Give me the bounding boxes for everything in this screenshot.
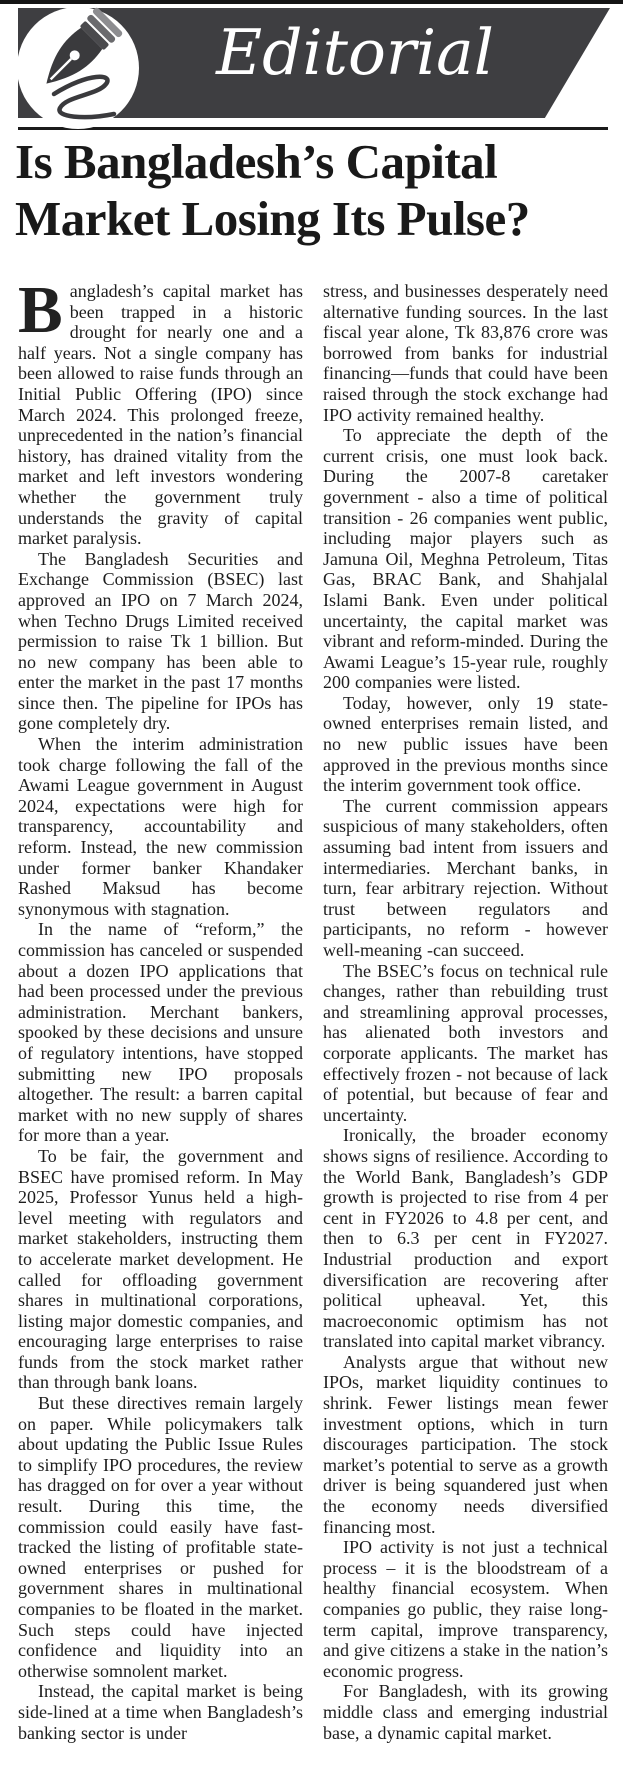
drop-cap: B — [18, 273, 63, 347]
article-body — [18, 273, 608, 1743]
paragraph: In the name of “reform,” the commission has canceled or suspended about a dozen IPO applications that had been processed under the previous administration. Merchant bankers, spooked by these decisions and unsure of regulatory intentions, have stopped submitting new IPO proposals altogether. The result: a barren capital market with no new supply of shares for more than a year. — [18, 919, 303, 1146]
paragraph: The current commission appears suspicious of many stakeholders, often assuming bad intent from issuers and intermediaries. Merchant banks, in turn, fear arbitrary rejection. Without trust between regulators and participants, no reform - however well-meaning -can succeed. — [323, 795, 608, 960]
paragraph: Bangladesh’s capital market has been trapped in a historic drought for nearly one and a half years. Not a single company has been allowed to raise funds through an Initial Public Offering (IPO) since March 2024. This prolonged freeze, unprecedented in the nation’s financial history, has drained vitality from the market and left investors wondering whether the government truly understands the gravity of capital market paralysis. — [18, 273, 303, 549]
paragraph: But these directives remain largely on paper. While policymakers talk about updating the Public Issue Rules to simplify IPO procedures, the review has dragged on for over a year without result. During this time, the commission could easily have fast-tracked the listing of profitable state-owned enterprises or pushed for government shares in multinational companies to be floated in the market. Such steps could have injected confidence and liquidity into an otherwise somnolent market. — [18, 1393, 303, 1681]
paragraph: IPO activity is not just a technical process – it is the bloodstream of a healthy financial ecosystem. When companies go public, they raise long-term capital, improve transparency, and give citizens a stake in the nation’s economic progress. — [323, 1537, 608, 1681]
paragraph: Instead, the capital market is being side-lined at a time when Bangladesh’s banking sector is under — [18, 1681, 303, 1743]
fountain-pen-icon — [14, 4, 148, 148]
paragraph: To be fair, the government and BSEC have promised reform. In May 2025, Professor Yunus held a high-level meeting with regulators and market stakeholders, instructing them to accelerate market development. He called for offloading government shares in multinational corporations, listing major domestic companies, and encouraging large enterprises to raise funds from the stock market rather than through bank loans. — [18, 1145, 303, 1393]
paragraph: For Bangladesh, with its growing middle class and emerging industrial base, a dynamic capital market. — [323, 1681, 608, 1743]
paragraph: Ironically, the broader economy shows signs of resilience. According to the World Bank, Bangladesh’s GDP growth is projected to rise from 4 per cent in FY2026 to 4.8 per cent, and then to 6.3 per cent in FY2027. Industrial production and export diversification are recovering after political upheaval. Yet, this macroeconomic optimism has not translated into capital market vibrancy. — [323, 1125, 608, 1352]
paragraph: stress, and businesses desperately need alternative funding sources. In the last fiscal year alone, Tk 83,876 crore was borrowed from banks for industrial financing—funds that could have been raised through the stock exchange had IPO activity remained healthy. — [323, 281, 608, 425]
left-column — [18, 273, 303, 1743]
paragraph: The Bangladesh Securities and Exchange Commission (BSEC) last approved an IPO on 7 March 2024, when Techno Drugs Limited received permission to raise Tk 1 billion. But no new company has been able to enter the market in the past 17 months since then. The pipeline for IPOs has gone completely dry. — [18, 548, 303, 734]
article-headline: Is Bangladesh’s Capital Market Losing Its Pulse? — [15, 134, 530, 246]
paragraph: The BSEC’s focus on technical rule changes, rather than rebuilding trust and streamlining approval processes, has alienated both investors and corporate applicants. The market has effectively frozen - not because of lack of potential, but because of fear and uncertainty. — [323, 960, 608, 1125]
paragraph: Analysts argue that without new IPOs, market liquidity continues to shrink. Fewer listings mean fewer investment options, which in turn discourages participation. The stock market’s potential to serve as a growth driver is being squandered just when the economy needs diversified financing most. — [323, 1351, 608, 1537]
paragraph: Today, however, only 19 state-owned enterprises remain listed, and no new public issues have been approved in the previous months since the interim government took office. — [323, 692, 608, 796]
section-title: Editorial — [216, 16, 494, 89]
paragraph: To appreciate the depth of the current crisis, one must look back. During the 2007-8 caretaker government - also a time of political transition - 26 companies went public, including major players such as Jamuna Oil, Meghna Petroleum, Titas Gas, BRAC Bank, and Shahjalal Islami Bank. Even under political uncertainty, the capital market was vibrant and reform-minded. During the Awami League’s 15-year rule, roughly 200 companies were listed. — [323, 425, 608, 693]
right-column — [323, 281, 608, 1743]
paragraph: When the interim administration took charge following the fall of the Awami League government in August 2024, expectations were high for transparency, accountability and reform. Instead, the new commission under former banker Khandaker Rashed Maksud has become synonymous with stagnation. — [18, 734, 303, 919]
